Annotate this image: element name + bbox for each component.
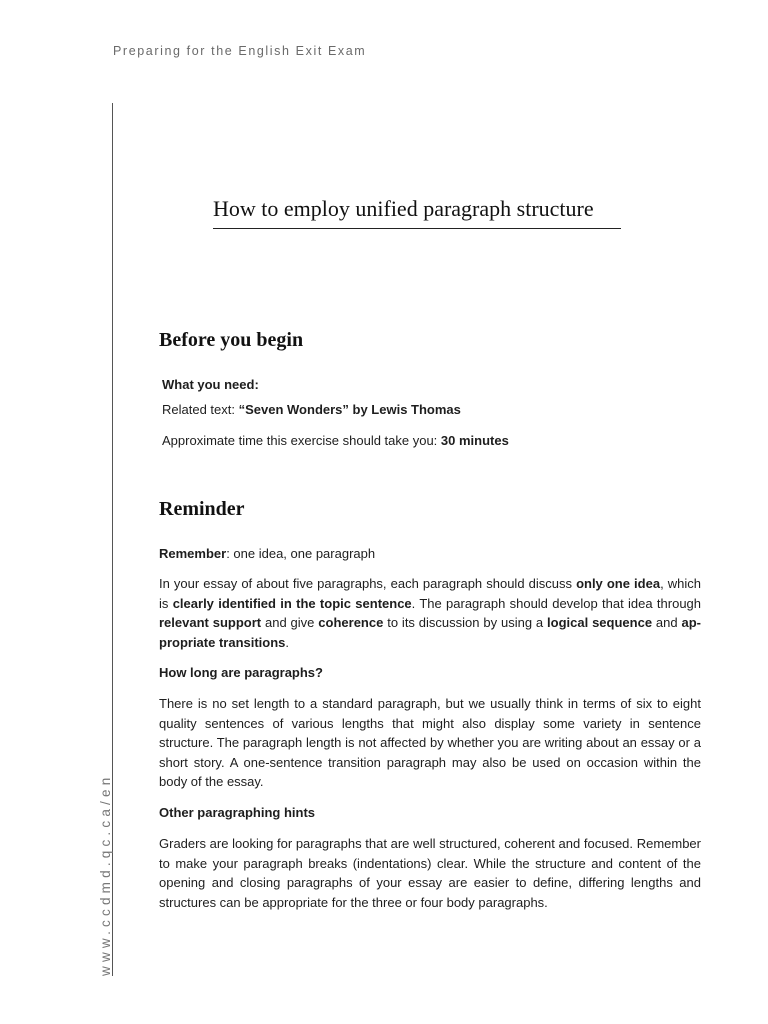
paragraph-length-text: There is no set length to a standard paragraph, but we usually think in terms of six to eight quality sentences of various lengths that might also display some variety in sentence structure. The paragraph length is not affected by whether you are writing about an essay or a short story. A one-sentence transition paragraph may also be used on occasion within the body of the essay. <box>159 696 701 790</box>
essay-emphasis: logical sequence <box>547 615 653 631</box>
essay-paragraph <box>159 574 701 652</box>
essay-emphasis: only one idea <box>576 576 661 591</box>
essay-emphasis: appropriate transitions <box>159 615 702 650</box>
essay-text: In your essay of about five paragraphs, each paragraph should discuss <box>159 576 577 591</box>
remember-line <box>159 545 375 563</box>
time-value: 30 minutes <box>440 433 509 448</box>
essay-text: and <box>652 615 682 631</box>
paragraphing-hints-text: Graders are looking for paragraphs that are well structured, coherent and focused. Remember to make your paragraph breaks (indentations) clear. While the structure and content of the opening and closing paragraphs of your essay are easier to define, differing lengths and structures can be appropriate for the three or four body paragraphs. <box>159 836 701 910</box>
essay-text: and give <box>261 615 319 631</box>
before-you-begin-heading: Before you begin <box>159 329 304 351</box>
related-text-value: “Seven Wonders” by Lewis Thomas <box>238 402 461 417</box>
document-title: How to employ unified paragraph structure <box>213 194 621 229</box>
remember-label: Remember <box>159 546 227 561</box>
essay-text: , which is <box>159 576 702 611</box>
time-line <box>162 432 509 450</box>
essay-text: . The paragraph should develop that idea through <box>411 595 702 611</box>
related-text-label: Related text: <box>162 402 239 417</box>
what-you-need-label: What you need: <box>162 377 259 392</box>
reminder-heading: Reminder <box>159 498 245 520</box>
paragraph-length-heading: How long are paragraphs? <box>159 665 323 680</box>
paragraphing-hints-heading: Other paragraphing hints <box>159 805 316 820</box>
side-url: www.ccdmd.qc.ca/en <box>98 773 113 976</box>
running-header: Preparing for the English Exit Exam <box>113 44 367 58</box>
essay-emphasis: clearly identified in the topic sentence <box>172 595 412 611</box>
time-label: Approximate time this exercise should take you: <box>162 433 441 448</box>
essay-text: to its discussion by using a <box>383 615 548 631</box>
essay-emphasis: relevant support <box>159 615 262 631</box>
essay-emphasis: coherence <box>318 615 384 631</box>
essay-text: . <box>285 634 290 650</box>
related-text-line <box>162 401 461 419</box>
remember-text: : one idea, one paragraph <box>226 546 376 561</box>
